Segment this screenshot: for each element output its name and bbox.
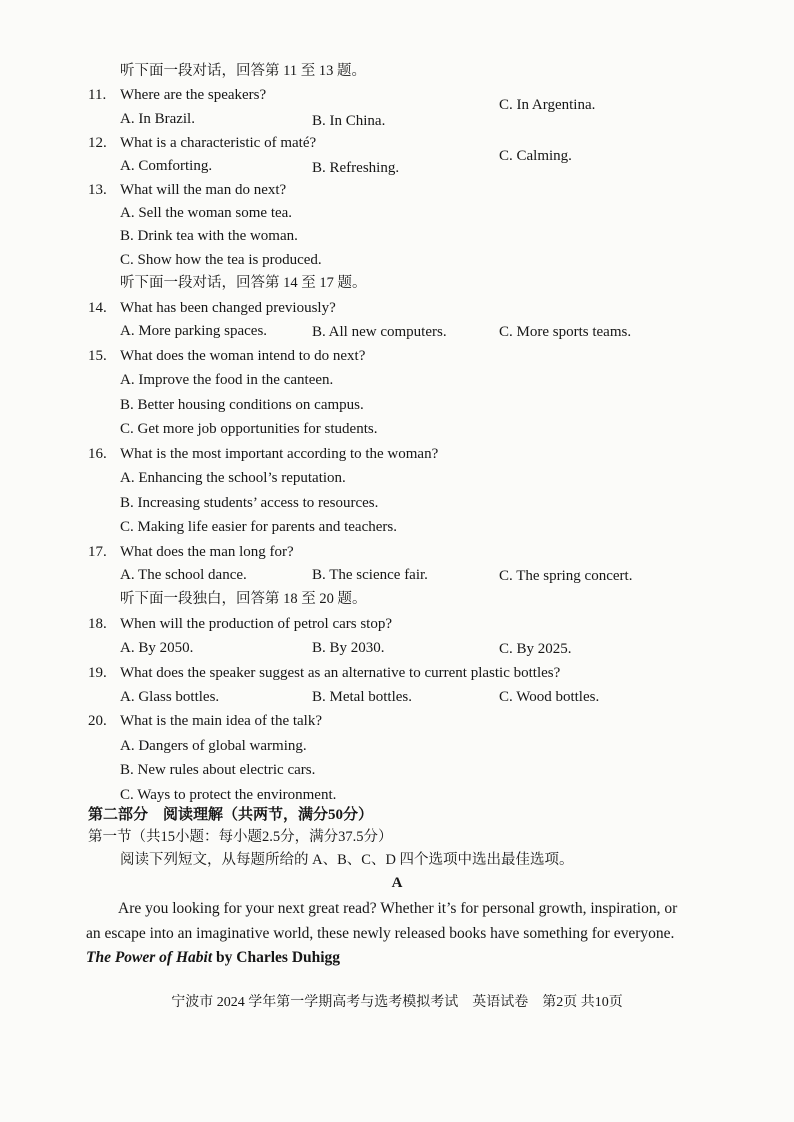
option-b: B. All new computers. [312,324,447,340]
question-text: What is a characteristic of maté? [120,135,317,151]
question-text: What does the speaker suggest as an alternative to current plastic bottles? [120,665,561,681]
option-a: A. Dangers of global warming. [120,738,307,754]
question-number: 16. [88,446,107,462]
book-author: by Charles Duhigg [212,949,341,966]
listening-instruction: 听下面一段对话，回答第 14 至 17 题。 [120,275,367,291]
book-title: The Power of Habit [86,949,213,966]
question-text: What will the man do next? [120,182,287,198]
option-c: C. More sports teams. [499,324,632,340]
option-a: A. Sell the woman some tea. [120,205,293,221]
option-a: A. By 2050. [120,640,194,656]
option-a: A. Enhancing the school’s reputation. [120,470,346,486]
question-text: What does the man long for? [120,544,294,560]
option-c: C. The spring concert. [499,568,633,584]
listening-instruction: 听下面一段对话，回答第 11 至 13 题。 [120,63,366,79]
option-b: B. Better housing conditions on campus. [120,397,364,413]
option-c: C. Ways to protect the environment. [120,787,337,803]
reading-instruction: 阅读下列短文，从每题所给的 A、B、C、D 四个选项中选出最佳选项。 [120,852,574,868]
option-a: A. The school dance. [120,567,247,583]
option-a: A. Improve the food in the canteen. [120,372,334,388]
option-c: C. Wood bottles. [499,689,600,705]
passage-paragraph-line: Are you looking for your next great read? Whether it’s for personal growth, inspiration, or [118,900,678,917]
question-number: 15. [88,348,107,364]
question-number: 20. [88,713,107,729]
question-number: 13. [88,182,107,198]
question-text: What does the woman intend to do next? [120,348,366,364]
option-c: C. Get more job opportunities for students. [120,421,378,437]
option-c: C. Making life easier for parents and teachers. [120,519,397,535]
option-b: B. In China. [312,113,386,129]
option-c: C. By 2025. [499,641,572,657]
passage-label: A [391,875,403,891]
option-c: C. Show how the tea is produced. [120,252,322,268]
option-c: C. Calming. [499,148,572,164]
question-number: 11. [88,87,107,103]
question-number: 12. [88,135,107,151]
passage-paragraph-line: an escape into an imaginative world, these newly released books have something for everyone. [86,925,675,942]
option-b: B. New rules about electric cars. [120,762,316,778]
listening-instruction: 听下面一段独白，回答第 18 至 20 题。 [120,591,367,607]
option-b: B. Drink tea with the woman. [120,228,298,244]
question-text: When will the production of petrol cars stop? [120,616,393,632]
option-b: B. Refreshing. [312,160,400,176]
question-text: What is the most important according to the woman? [120,446,439,462]
option-a: A. In Brazil. [120,111,195,127]
question-number: 17. [88,544,107,560]
option-c: C. In Argentina. [499,97,596,113]
question-text: What is the main idea of the talk? [120,713,323,729]
page-footer: 宁波市 2024 学年第一学期高考与选考模拟考试 英语试卷 第2页 共10页 [171,995,623,1010]
option-b: B. Increasing students’ access to resources. [120,495,379,511]
question-text: Where are the speakers? [120,87,267,103]
question-number: 19. [88,665,107,681]
question-text: What has been changed previously? [120,300,336,316]
option-a: A. Comforting. [120,158,213,174]
option-a: A. Glass bottles. [120,689,220,705]
option-a: A. More parking spaces. [120,323,268,339]
question-number: 14. [88,300,107,316]
book-heading [86,949,340,967]
section-one-title: 第一节（共15小题：每小题2.5分，满分37.5分） [88,829,393,845]
option-b: B. Metal bottles. [312,689,412,705]
question-number: 18. [88,616,107,632]
part-two-title: 第二部分 阅读理解（共两节，满分50分） [88,807,374,823]
option-b: B. By 2030. [312,640,385,656]
option-b: B. The science fair. [312,567,428,583]
